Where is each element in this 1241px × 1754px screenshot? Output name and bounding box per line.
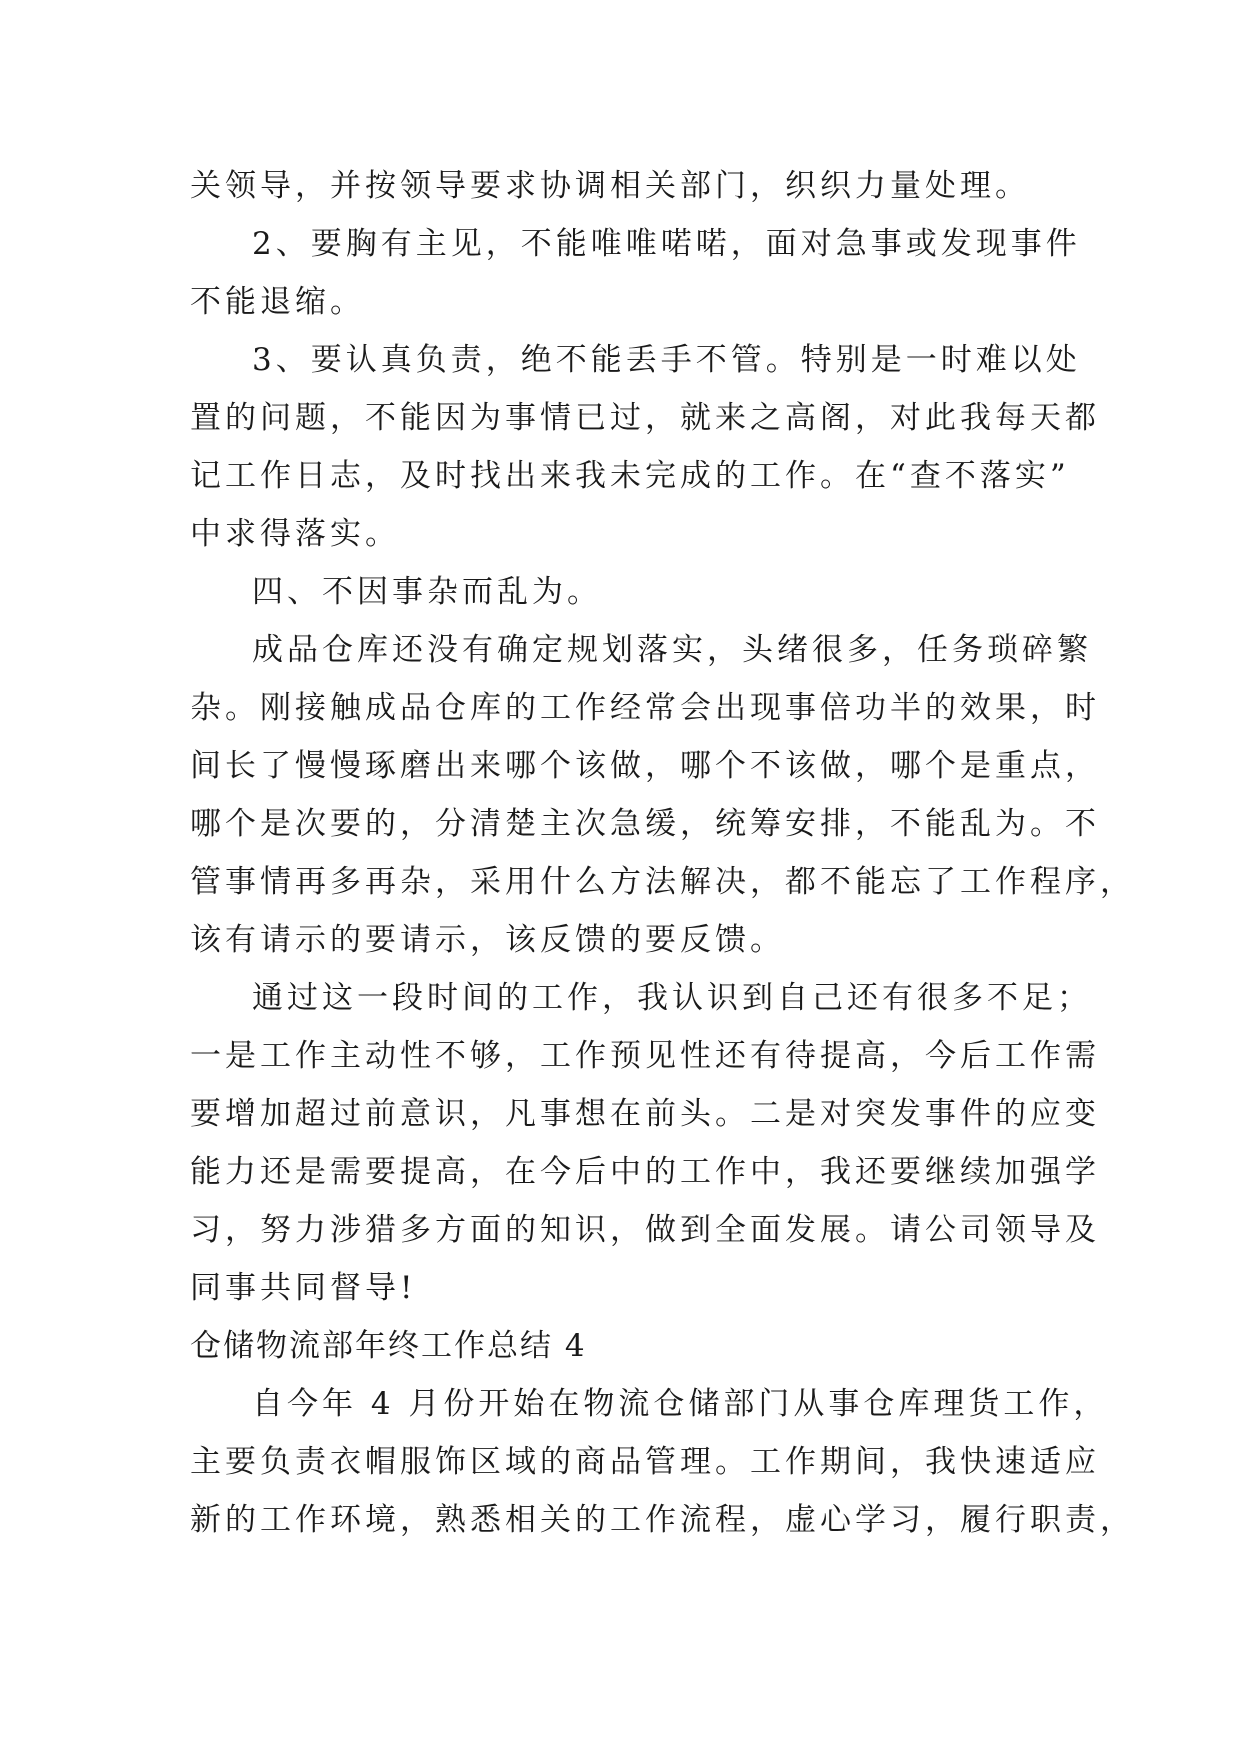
text-line: 记工作日志，及时找出来我未完成的工作。在“查不落实” (190, 458, 1070, 494)
text-line: 四、不因事杂而乱为。 (252, 574, 602, 610)
text-line: 新的工作环境，熟悉相关的工作流程，虚心学习，履行职责， (190, 1502, 1135, 1538)
text-line: 置的问题，不能因为事情已过，就来之高阁，对此我每天都 (190, 400, 1100, 436)
text-line: 能力还是需要提高，在今后中的工作中，我还要继续加强学 (190, 1154, 1100, 1190)
document-body (190, 157, 1135, 1549)
text-line: 通过这一段时间的工作，我认识到自己还有很多不足； (252, 980, 1092, 1016)
text-line: 自今年 4 月份开始在物流仓储部门从事仓库理货工作， (252, 1386, 1109, 1422)
text-line: 管事情再多再杂，采用什么方法解决，都不能忘了工作程序， (190, 864, 1135, 900)
text-line: 成品仓库还没有确定规划落实，头绪很多，任务琐碎繁 (252, 632, 1092, 668)
text-line: 中求得落实。 (190, 516, 400, 552)
text-line: 一是工作主动性不够，工作预见性还有待提高，今后工作需 (190, 1038, 1100, 1074)
text-line: 间长了慢慢琢磨出来哪个该做，哪个不该做，哪个是重点， (190, 748, 1100, 784)
text-line: 习，努力涉猎多方面的知识，做到全面发展。请公司领导及 (190, 1212, 1100, 1248)
text-line: 哪个是次要的，分清楚主次急缓，统筹安排，不能乱为。不 (190, 806, 1100, 842)
text-line: 该有请示的要请示，该反馈的要反馈。 (190, 922, 785, 958)
text-line: 不能退缩。 (190, 284, 365, 320)
section-heading: 仓储物流部年终工作总结 4 (190, 1328, 587, 1364)
text-line: 同事共同督导! (190, 1270, 417, 1306)
text-line: 3、要认真负责，绝不能丢手不管。特别是一时难以处 (252, 342, 1081, 378)
text-line: 2、要胸有主见，不能唯唯喏喏，面对急事或发现事件 (252, 226, 1081, 262)
text-line: 主要负责衣帽服饰区域的商品管理。工作期间，我快速适应 (190, 1444, 1100, 1480)
text-line: 关领导，并按领导要求协调相关部门，织织力量处理。 (190, 168, 1030, 204)
text-line: 要增加超过前意识，凡事想在前头。二是对突发事件的应变 (190, 1096, 1100, 1132)
text-line: 杂。刚接触成品仓库的工作经常会出现事倍功半的效果，时 (190, 690, 1100, 726)
